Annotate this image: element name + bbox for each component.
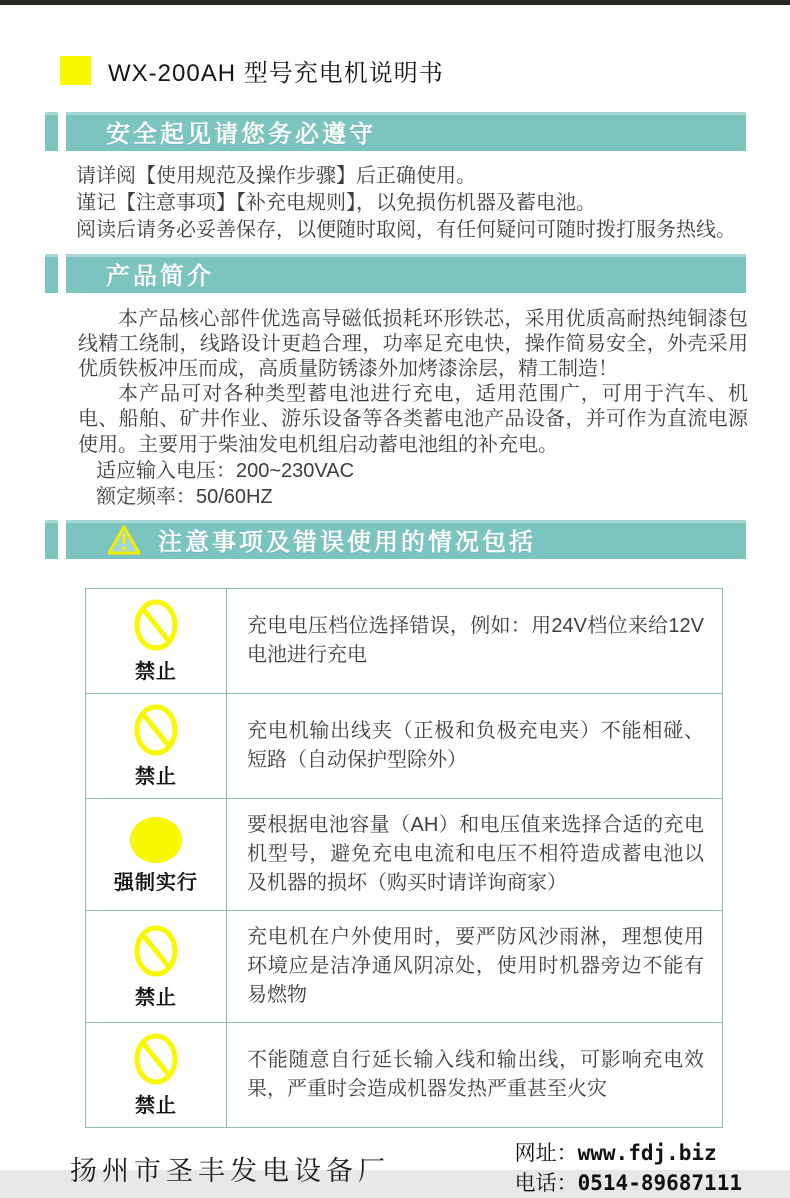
table-row	[86, 1023, 723, 1128]
doc-header	[60, 53, 790, 88]
table-row	[86, 799, 723, 911]
sign-cell	[86, 694, 227, 799]
spec-input-voltage: 适应输入电压：200~230VAC	[96, 460, 355, 482]
table-row	[86, 911, 723, 1023]
doc-footer	[70, 1138, 742, 1198]
safety-text-block	[76, 163, 750, 244]
safety-heading-label: 安全起见请您务必遵守	[106, 121, 376, 148]
mandatory-icon	[128, 815, 184, 865]
safety-section-banner	[45, 112, 746, 151]
safety-heading	[66, 112, 746, 151]
notice-section-banner	[45, 520, 746, 559]
intro-text-block	[78, 307, 748, 510]
website-label: 网址：	[514, 1141, 578, 1165]
table-row	[86, 589, 723, 694]
sign-label: 禁止	[135, 1095, 177, 1117]
sign-label: 禁止	[135, 766, 177, 788]
intro-paragraph-2	[78, 382, 748, 458]
intro-paragraph-2-sans: 本产品可对各种类型蓄电池进行充电，适用范围广，可用于汽车、机电、船舶、矿井作业、游乐设备等各类蓄电池产品设备，并可作为直流电源使用。	[78, 383, 748, 456]
notice-heading	[66, 520, 746, 559]
website-value: www.fdj.biz	[577, 1141, 717, 1165]
prohibition-icon	[132, 703, 180, 759]
phone-label: 电话：	[514, 1171, 578, 1195]
warning-triangle-icon	[106, 524, 142, 556]
notice-text: 要根据电池容量（AH）和电压值来选择合适的充电机型号，避免充电电流和电压不相符造成蓄电池以及机器的损坏（购买时请详询商家）	[227, 799, 723, 911]
banner-accent-bar	[45, 520, 58, 559]
sign-cell	[86, 589, 227, 694]
phone-line	[515, 1168, 742, 1198]
safety-line: 谨记【注意事项】【补充电规则】，以免损伤机器及蓄电池。	[76, 192, 596, 214]
intro-paragraph-1: 本产品核心部件优选高导磁低损耗环形铁芯，采用优质高耐热纯铜漆包线精工绕制，线路设计更趋合理，功率足充电快，操作简易安全，外壳采用优质铁板冲压而成，高质量防锈漆外加烤漆涂层，精工制造！	[78, 308, 748, 380]
page-title: WX-200AH 型号充电机说明书	[108, 60, 444, 87]
notice-text: 充电机在户外使用时，要严防风沙雨淋，理想使用环境应是洁净通风阴凉处，使用时机器旁边不能有易燃物	[227, 911, 723, 1023]
notice-heading-label: 注意事项及错误使用的情况包括	[158, 529, 536, 556]
website-line	[515, 1138, 742, 1168]
company-name: 扬州市圣丰发电设备厂	[70, 1155, 390, 1187]
banner-accent-bar	[45, 112, 58, 151]
safety-line: 请详阅【使用规范及操作步骤】后正确使用。	[76, 165, 476, 187]
prohibition-icon	[132, 924, 180, 980]
safety-line: 阅读后请务必妥善保存，以便随时取阅，有任何疑问可随时拨打服务热线。	[76, 219, 736, 241]
sign-cell	[86, 911, 227, 1023]
sign-label: 强制实行	[114, 871, 198, 894]
sign-label: 禁止	[135, 661, 177, 683]
sign-label: 禁止	[135, 986, 177, 1009]
yellow-square-icon	[60, 56, 91, 85]
notice-text: 充电机输出线夹（正极和负极充电夹）不能相碰、短路（自动保护型除外）	[227, 694, 723, 799]
contact-block	[515, 1138, 742, 1198]
page-top-border	[0, 0, 790, 5]
intro-heading	[66, 254, 746, 293]
intro-paragraph-2-serif: 主要用于柴油发电机组启动蓄电池组的补充电。	[138, 432, 558, 456]
prohibition-icon	[132, 598, 180, 654]
banner-accent-bar	[45, 254, 58, 293]
sign-cell	[86, 1023, 227, 1128]
phone-value: 0514-89687111	[577, 1171, 742, 1195]
intro-heading-label: 产品简介	[106, 263, 214, 290]
table-row	[86, 694, 723, 799]
prohibition-icon	[132, 1032, 180, 1088]
sign-cell	[86, 799, 227, 911]
notice-text: 充电电压档位选择错误，例如：用24V档位来给12V电池进行充电	[227, 589, 723, 694]
notice-text: 不能随意自行延长输入线和输出线，可影响充电效果，严重时会造成机器发热严重甚至火灾	[227, 1023, 723, 1128]
spec-rated-frequency: 额定频率：50/60HZ	[96, 486, 273, 508]
notice-table	[85, 588, 723, 1128]
intro-section-banner	[45, 254, 746, 293]
